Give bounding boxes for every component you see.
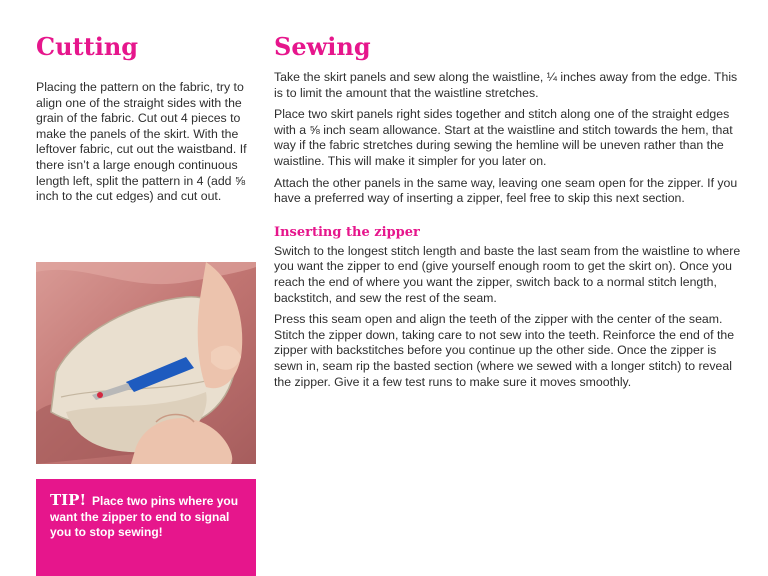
cutting-column: [36, 80, 258, 211]
tip-label: TIP!: [50, 491, 87, 509]
cutting-paragraph: Placing the pattern on the fabric, try to align one of the straight sides with the grain of the fabric. Cut out 4 pieces to make the panels of the skirt. With the leftover fabric, cut out the waistband. If there isn’t a large enough continuous length left, split the pattern in 4 (add ⅝ inch to the cut edges) and cut out.: [36, 80, 247, 204]
zipper-paragraph-2: Press this seam open and align the teeth of the zipper with the center of the seam. Stitch the zipper down, taking care to not sew into the teeth. Reinforce the end of the zipper with backstitches before you continue up the other side. Once the zipper is sewn in, seam rip the basted section (where we sewed with a longer stitch) to reveal the zipper. Give it a few test runs to make sure it moves smoothly.: [274, 312, 735, 389]
sewing-paragraph-1: Take the skirt panels and sew along the waistline, ¼ inches away from the edge. This is to limit the amount that the waistline stretches.: [274, 70, 738, 100]
zipper-subheading: Inserting the zipper: [274, 224, 420, 240]
seam-ripper-illustration: [36, 262, 256, 464]
tip-box: [36, 479, 256, 576]
sewing-paragraph-2: Place two skirt panels right sides together and stitch along one of the straight edges with a ⅝ inch seam allowance. Start at the waistline and stitch towards the hem, that way if the fabric stretches during sewing the hemline will be uneven rather than the waistline. This will make it simpler for you later on.: [274, 107, 733, 168]
sewing-paragraph-3: Attach the other panels in the same way, leaving one seam open for the zipper. If you have a preferred way of inserting a zipper, feel free to skip this next section.: [274, 175, 738, 206]
zipper-paragraph-1: Switch to the longest stitch length and baste the last seam from the waistline to where you want the zipper to end (give yourself enough room to get the skirt on). Once you reach the end of where you want the zipper, switch back to a normal stitch length, backstitch, and sew the rest of the seam.: [274, 243, 741, 305]
cutting-heading: Cutting: [36, 32, 139, 61]
tip-text: Place two pins where you want the zipper to end to signal you to stop sewing!: [50, 494, 239, 539]
sewing-heading: Sewing: [274, 32, 371, 61]
seam-ripper-photo: [36, 262, 256, 464]
sewing-column: [274, 70, 744, 396]
